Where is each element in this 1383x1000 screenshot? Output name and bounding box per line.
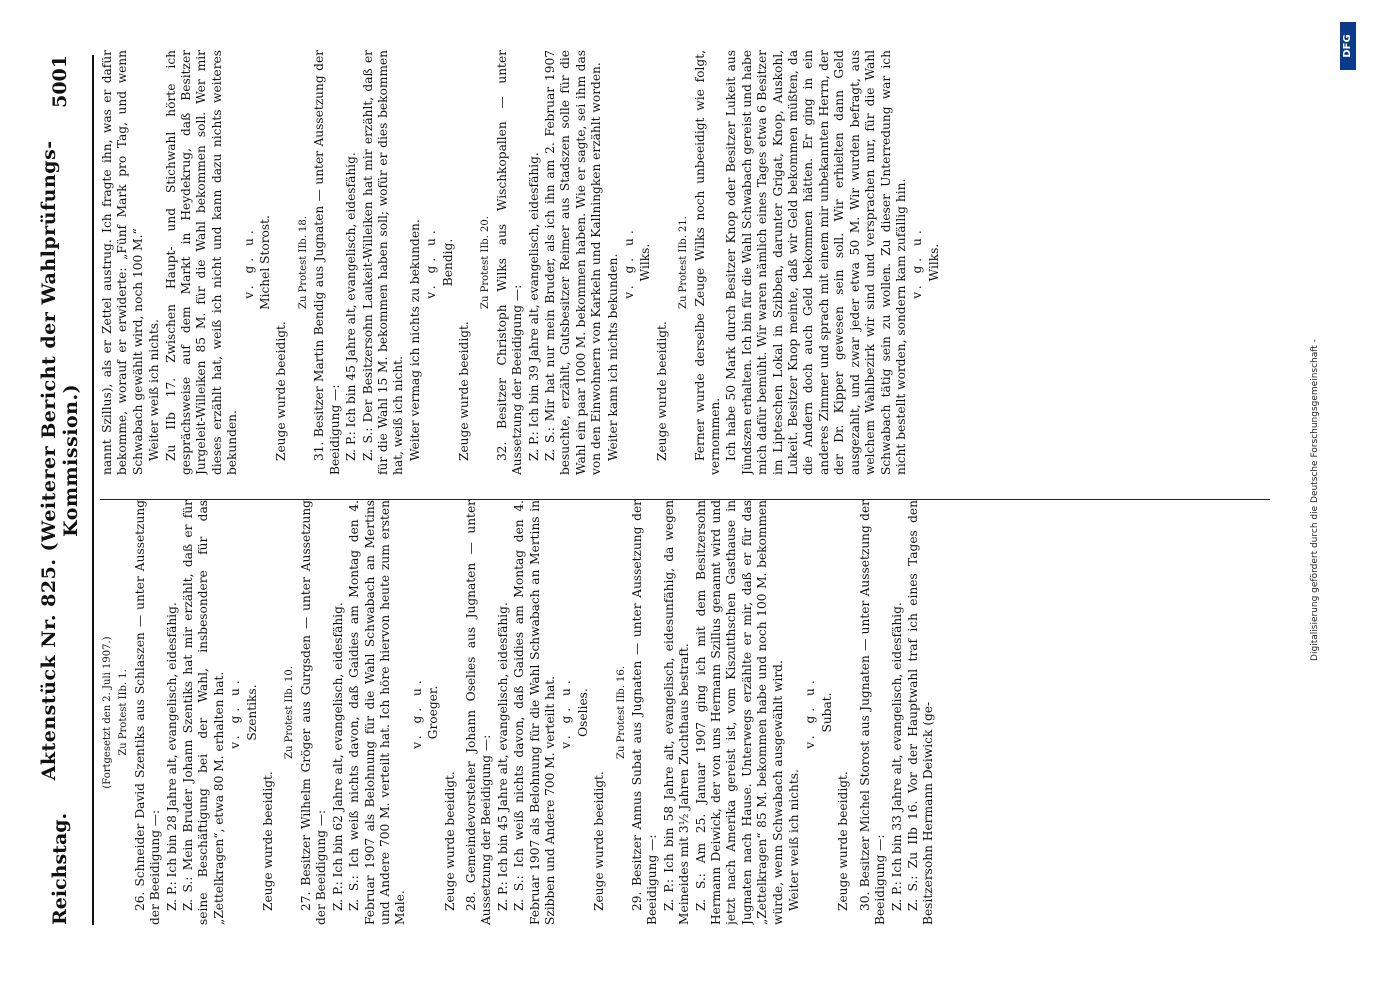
paragraph: 30. Besitzer Michel Storost aus Jugnaten — unter Aussetzung der Beeidigung —:	[857, 500, 888, 925]
paragraph: v. g. u.	[559, 676, 574, 749]
paragraph: Z. P.: Ich bin 45 Jahre alt, evangelisch, eidesfähig.	[344, 152, 359, 461]
paragraph: Zeuge wurde beeidigt.	[442, 771, 457, 911]
paragraph: Z. P.: Ich bin 58 Jahre alt, evangelisch, eidesunfähig, da wegen Meineides mit 3½ Jahren Zuchthaus bestraft.	[661, 500, 692, 925]
paragraph: Weiter kann ich nichts bekunden.	[605, 253, 620, 461]
column-divider	[100, 499, 1270, 500]
paragraph: Szentiks.	[244, 684, 259, 741]
paragraph: v. g. u.	[622, 226, 636, 299]
paragraph: Z. S.: Der Besitzersohn Laukeit-Willeiken hat mir erzählt, daß er für die Wahl 15 M. bekommen haben soll; wofür er dies bekommen hat, weiß ich nicht.	[360, 50, 406, 475]
paragraph: 31. Besitzer Martin Bendig aus Jugnaten — unter Aussetzung der Beeidigung —:	[312, 50, 342, 475]
header-title: Aktenstück Nr. 825. (Weiterer Bericht der Wahlprüfungs-Kommission.)	[38, 140, 82, 781]
paragraph: Zeuge wurde beeidigt.	[456, 321, 471, 461]
paragraph: Zeuge wurde beeidigt.	[654, 321, 669, 461]
paragraph: 29. Besitzer Annus Subat aus Jugnaten — unter Aussetzung der Beeidigung —:	[630, 500, 660, 925]
paragraph: Weiter weiß ich nichts.	[147, 319, 162, 461]
paragraph: Z. S.: Am 25. Januar 1907 ging ich mit dem Besitzersohn Hermann Deiwick, der von uns Hermann Szillus genannt wird und jetzt nach Amerika gereist ist, vom Kiszutthschen Gasthause in Jugnaten nach Hause. Unterwegs erzählte er mir, daß er für das „Zettelkragen“ 85 M. bekommen habe und noch 100 M. bekommen würde, wenn Schwabach ausgewählt wird.	[693, 500, 785, 925]
paragraph: Weiter vermag ich nichts zu bekunden.	[407, 219, 422, 461]
paragraph: Zu Protest IIb. 21.	[678, 216, 690, 309]
paragraph: Zeuge wurde beeidigt.	[836, 771, 851, 911]
paragraph: Z. P.: Ich bin 45 Jahre alt, evangelisch, eidesfähig.	[495, 602, 510, 911]
dfg-logo: DFG	[1340, 22, 1356, 70]
paragraph: 28. Gemeindevorsteher Johann Oselies aus Jugnaten — unter Aussetzung der Beeidigung —:	[463, 500, 494, 925]
left-column	[100, 500, 1270, 925]
paragraph: Bendig.	[440, 238, 455, 287]
paragraph: 26. Schneider David Szentiks aus Schlaszen — unter Aussetzung der Beeidigung —:	[132, 500, 163, 925]
paragraph: Z. P.: Ich bin 33 Jahre alt, evangelisch, eidesfähig.	[889, 602, 904, 911]
paragraph: Z. S.: Zu IIb 16. Vor der Hauptwahl traf ich eines Tages den Besitzersohn Hermann Deiwick (ge-	[905, 500, 936, 925]
paragraph: Wilks.	[638, 243, 653, 282]
right-column	[100, 50, 1270, 475]
paragraph: Z. S.: Mein Bruder Johann Szentiks hat mir erzählt, daß er für seine Beschäftigung bei der Wahl, insbesondere für das „Zettelkragen“, etwa 80 M. erhalten hat.	[181, 500, 226, 925]
paragraph: (Fortgesetzt den 2. Juli 1907.)	[102, 636, 113, 789]
paragraph: Michel Storost.	[258, 215, 273, 310]
paragraph: Zu Protest IIb. 18.	[297, 216, 309, 309]
paragraph: Zeuge wurde beeidigt.	[592, 771, 607, 911]
paragraph: Zeuge wurde beeidigt.	[261, 771, 276, 911]
paragraph: Zu Protest IIb. 16.	[615, 666, 627, 759]
paragraph: nannt Szillus), als er Zettel austrug. Ich fragte ihn, was er dafür bekomme, worauf er erwiderte: „Fünf Mark pro Tag, und wenn Schwabach gewählt wird, noch 100 M.“	[100, 50, 145, 475]
paragraph: Ferner wurde derselbe Zeuge Wilks noch unbeeidigt wie folgt, vernommen.	[692, 50, 723, 475]
footer-credit: Digitalisierung gefördert durch die Deutsche Forschungsgemeinschaft -	[1310, 339, 1320, 661]
paragraph: Zu Protest IIb. 10.	[284, 666, 296, 759]
paragraph: v. g. u.	[424, 226, 439, 299]
paragraph: Oselies.	[575, 688, 590, 737]
paragraph: Z. P.: Ich bin 62 Jahre alt, evangelisch, eidesfähig.	[330, 602, 345, 911]
paragraph: Zu Protest IIb. 20.	[480, 216, 492, 309]
paragraph: Z. P.: Ich bin 28 Jahre alt, evangelisch, eidesfähig.	[164, 602, 179, 911]
paragraph: v. g. u.	[803, 676, 818, 749]
header-rule	[92, 55, 94, 925]
page-number: 5001	[49, 55, 71, 108]
page-header	[40, 55, 80, 925]
paragraph: Zu IIb 17. Zwischen Haupt- und Stichwahl hörte ich gesprächsweise auf dem Markt in Heydekrug, daß Besitzer Jurgeleit-Willeiken 85 M. für die Wahl bekommen soll. Wer mir dieses erzählt hat, weiß ich nicht und kann dazu nichts weiteres bekunden.	[163, 50, 240, 475]
paragraph: Groeger.	[426, 685, 441, 740]
paragraph: v. g. u.	[409, 676, 424, 749]
paragraph: Zeuge wurde beeidigt.	[274, 321, 289, 461]
paragraph: Z. P.: Ich bin 39 Jahre alt, evangelisch, eidesfähig.	[526, 152, 541, 461]
paragraph: 27. Besitzer Wilhelm Gröger aus Gurgsden — unter Aussetzung der Beeidigung —:	[298, 500, 329, 925]
paragraph: Z. S.: Ich weiß nichts davon, daß Gaidies am Montag den 4. Februar 1907 als Belohnung für die Wahl Schwabach an Mertins in Szibben und Andere 700 M. verteilt hat.	[512, 500, 557, 925]
paragraph: Subat.	[819, 692, 834, 733]
paragraph: Ich habe 50 Mark durch Besitzer Knop oder Besitzer Lukeit aus Jündszen erhalten. Ich bin für die Wahl Schwabach gereist und habe mich dafür bemüht. Wir waren nämlich eines Tages etwa 6 Besitzer im Lipteschen Lokal in Szibben, darunter Grigat, Knop, Auskohl, Lukeit. Besitzer Knop meinte, daß wir Geld bekommen müßten, da die Andern doch auch Geld bekommen hätten. Er ging in ein anderes Zimmer und sprach mit einem mir unbekannten Herrn, der der Dr. Kipper gewesen sein soll. Wir erhielten dann Geld ausgezahlt, und zwar jeder etwa 50 M. Wir wurden befragt, aus welchem Wahlbezirk wir sind und versprachen nur, für die Wahl Schwabach tätig sein zu wollen. Zu dieser Unterredung war ich nicht bestellt worden, sondern kam zufällig hin.	[724, 50, 908, 475]
paragraph: Z. S.: Ich weiß nichts davon, daß Gaidies am Montag den 4. Februar 1907 als Belohnung für die Wahl Schwabach an Mertins und Andere 700 M. verteilt hat. Ich höre hiervon heute zum ersten Male.	[347, 500, 408, 925]
header-left: Reichstag.	[49, 812, 71, 925]
paragraph: Wilks.	[926, 243, 941, 282]
paragraph: Zu Protest IIb. 1.	[118, 669, 130, 756]
paragraph: 32. Besitzer Christoph Wilks aus Wischkopallen — unter Aussetzung der Beeidigung —:	[494, 50, 525, 475]
paragraph: v. g. u.	[228, 676, 243, 749]
paragraph: v. g. u.	[241, 226, 256, 299]
paragraph: Z. S.: Mir hat nur mein Bruder, als ich ihn am 2. Februar 1907 besuchte, erzählt, Gutsbesitzer Reimer aus Stadszen solle für die Wahl ein paar 1000 M. bekommen haben. Wie er sagte, sei ihm das von den Einwohnern von Karkeln und Kallningken erzählt worden.	[542, 50, 604, 475]
paragraph: Weiter weiß ich nichts.	[787, 769, 802, 911]
paragraph: v. g. u.	[910, 226, 925, 299]
